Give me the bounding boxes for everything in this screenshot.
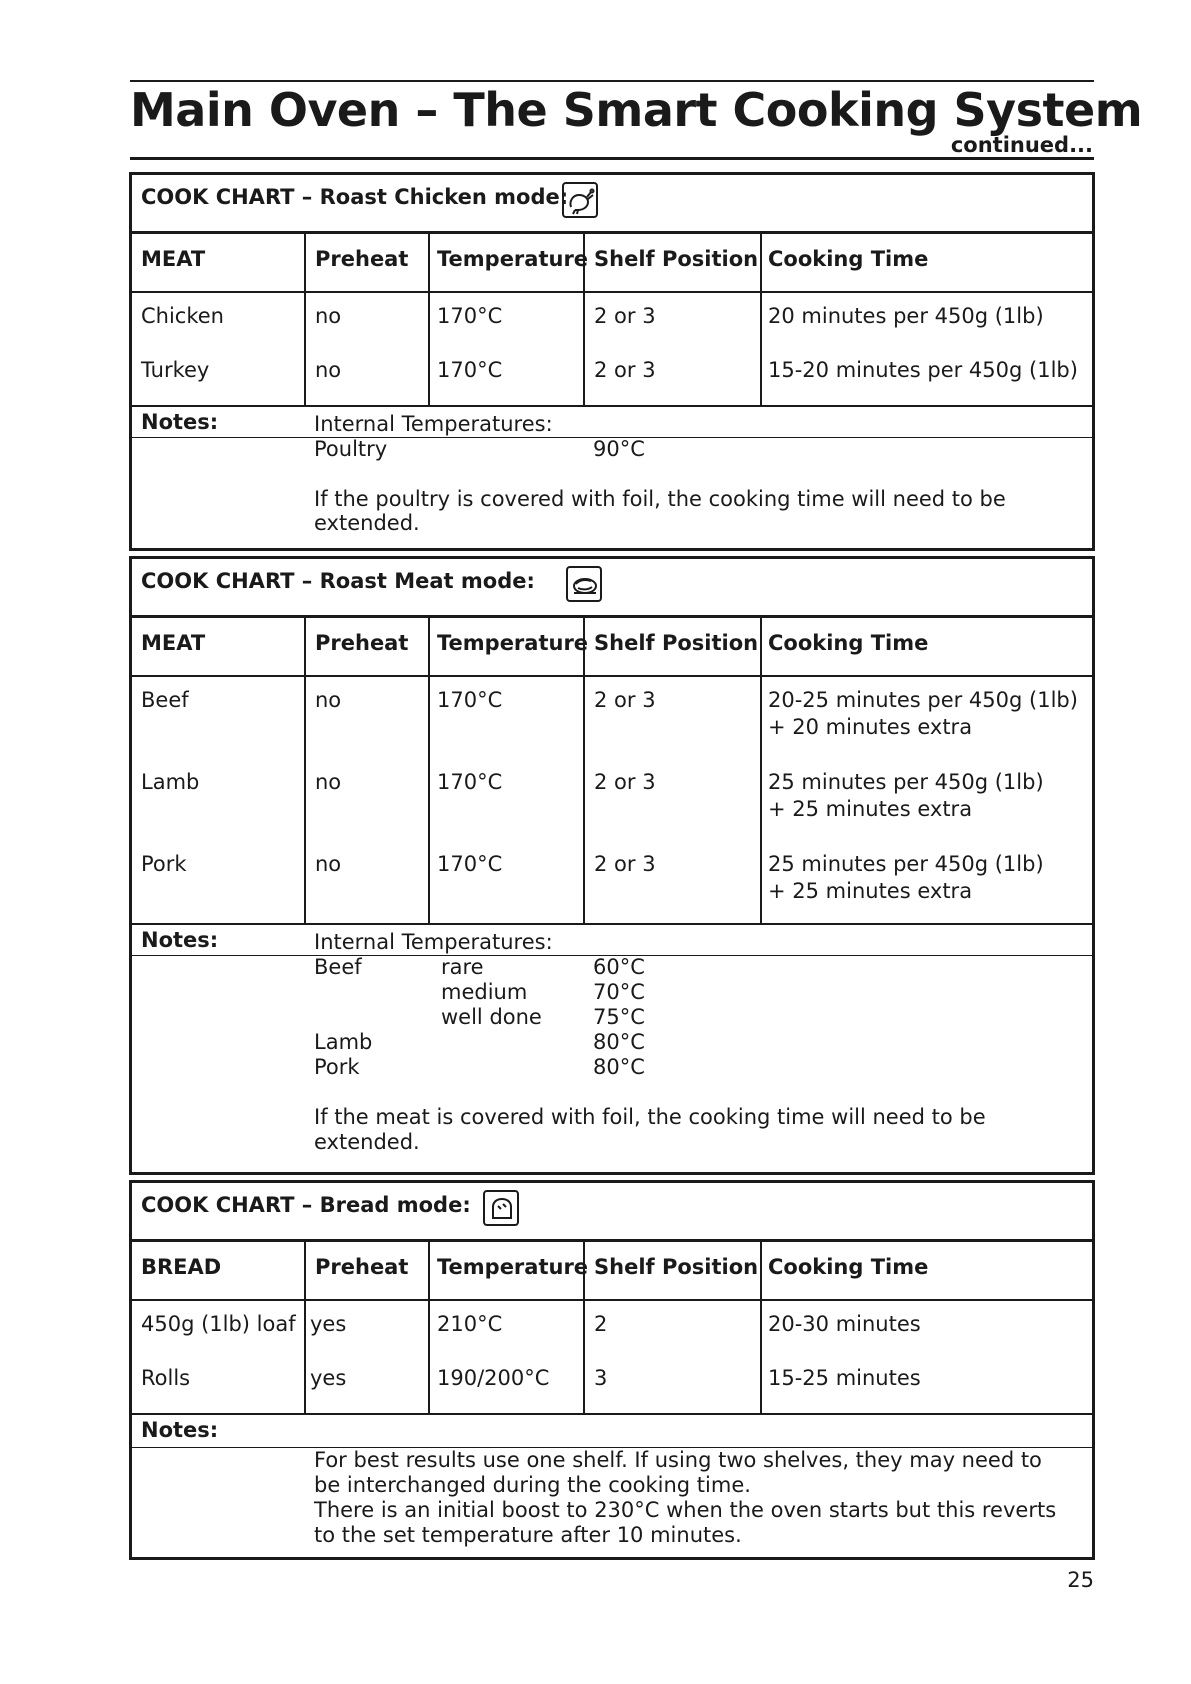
page-number: 25 (1067, 1568, 1094, 1592)
header-bottom-rule (130, 157, 1094, 160)
notes-text: Internal Temperatures: (314, 412, 553, 436)
table-cell: no (315, 688, 342, 712)
meat-column (132, 293, 306, 405)
roast-meat-cook-chart (129, 556, 1095, 1175)
table-cell: 15-25 minutes (768, 1366, 921, 1390)
table-cell: Chicken (141, 304, 224, 328)
table-cell: 170°C (437, 852, 503, 876)
notes-text: If the poultry is covered with foil, the cooking time will need to be (314, 487, 1006, 511)
column-header: Shelf Position (585, 234, 762, 291)
notes-text: well done (441, 1005, 542, 1029)
notes-label: Notes: (141, 928, 219, 952)
table-cell: yes (310, 1366, 347, 1390)
notes-text: 60°C (593, 955, 645, 979)
shelf-column (585, 1301, 762, 1413)
cooking-time-column (762, 293, 1092, 405)
column-header: Preheat (306, 1242, 430, 1299)
notes-text: Lamb (314, 1030, 373, 1054)
column-header: Preheat (306, 618, 430, 675)
chart-notes (132, 1415, 1092, 1555)
chart-header (132, 175, 1092, 234)
notes-text: 75°C (593, 1005, 645, 1029)
column-header: MEAT (132, 234, 306, 291)
roast-chicken-cook-chart (129, 172, 1095, 551)
column-header: Cooking Time (768, 247, 929, 271)
table-cell: + 20 minutes extra (768, 715, 973, 739)
notes-text: 80°C (593, 1030, 645, 1054)
notes-text: If the meat is covered with foil, the cooking time will need to be (314, 1105, 986, 1129)
table-cell: 2 or 3 (594, 770, 656, 794)
chart-column-headers (132, 618, 1092, 677)
table-cell: 170°C (437, 358, 503, 382)
chart-title: COOK CHART – Roast Meat mode: (141, 569, 535, 593)
chart-body (132, 293, 1092, 407)
chart-header (132, 559, 1092, 618)
table-cell: 170°C (437, 304, 503, 328)
notes-text: medium (441, 980, 528, 1004)
column-header: Temperature (430, 1242, 585, 1299)
table-cell: 2 or 3 (594, 688, 656, 712)
temperature-column (430, 677, 585, 923)
chart-title: COOK CHART – Roast Chicken mode: (141, 185, 569, 209)
shelf-column (585, 677, 762, 923)
column-header: Shelf Position (585, 618, 762, 675)
table-cell: 170°C (437, 770, 503, 794)
table-cell: 20 minutes per 450g (1lb) (768, 304, 1044, 328)
column-header: BREAD (132, 1242, 306, 1299)
preheat-column (306, 293, 430, 405)
table-cell: Turkey (141, 358, 210, 382)
table-cell: 20-25 minutes per 450g (1lb) (768, 688, 1078, 712)
chart-title: COOK CHART – Bread mode: (141, 1193, 471, 1217)
notes-text: Poultry (314, 437, 388, 461)
table-cell: 3 (594, 1366, 608, 1390)
table-cell: 20-30 minutes (768, 1312, 921, 1336)
cooking-time-column (762, 677, 1092, 923)
table-cell: Lamb (141, 770, 200, 794)
table-cell: 450g (1lb) loaf (141, 1312, 296, 1336)
meat-column (132, 677, 306, 923)
bread-icon (483, 1190, 519, 1226)
notes-text: Beef (314, 955, 362, 979)
notes-text: 80°C (593, 1055, 645, 1079)
notes-text: Internal Temperatures: (314, 930, 553, 954)
notes-label: Notes: (141, 1418, 219, 1442)
table-cell: + 25 minutes extra (768, 797, 973, 821)
table-cell: Beef (141, 688, 189, 712)
continued-label: continued... (950, 133, 1093, 157)
notes-text: be interchanged during the cooking time. (314, 1473, 751, 1497)
page-title: Main Oven – The Smart Cooking System (130, 83, 1143, 137)
notes-text: extended. (314, 511, 420, 535)
table-cell: 25 minutes per 450g (1lb) (768, 852, 1044, 876)
table-cell: Rolls (141, 1366, 191, 1390)
chart-body (132, 1301, 1092, 1415)
table-cell: 2 or 3 (594, 358, 656, 382)
chart-header (132, 1183, 1092, 1242)
notes-text: Pork (314, 1055, 360, 1079)
notes-text: rare (441, 955, 484, 979)
table-cell: 170°C (437, 688, 503, 712)
shelf-column (585, 293, 762, 405)
table-cell: no (315, 770, 342, 794)
notes-text: to the set temperature after 10 minutes. (314, 1523, 742, 1547)
table-cell: 25 minutes per 450g (1lb) (768, 770, 1044, 794)
chart-column-headers (132, 1242, 1092, 1301)
notes-text: 90°C (593, 437, 645, 461)
column-header: Cooking Time (768, 631, 929, 655)
notes-text: extended. (314, 1130, 420, 1154)
table-cell: no (315, 304, 342, 328)
temperature-column (430, 293, 585, 405)
table-cell: 2 or 3 (594, 304, 656, 328)
table-cell: 190/200°C (437, 1366, 550, 1390)
cooking-time-column (762, 1301, 1092, 1413)
preheat-column (306, 1301, 430, 1413)
table-cell: 2 or 3 (594, 852, 656, 876)
bread-column (132, 1301, 306, 1413)
chart-notes (132, 407, 1092, 544)
column-header: MEAT (132, 618, 306, 675)
column-header: Shelf Position (585, 1242, 762, 1299)
notes-text: There is an initial boost to 230°C when the oven starts but this reverts (314, 1498, 1057, 1522)
table-cell: Pork (141, 852, 187, 876)
table-cell: no (315, 852, 342, 876)
chart-notes (132, 925, 1092, 1167)
column-header: Temperature (430, 618, 585, 675)
notes-label: Notes: (141, 410, 219, 434)
table-cell: yes (310, 1312, 347, 1336)
chart-column-headers (132, 234, 1092, 293)
preheat-column (306, 677, 430, 923)
roast-meat-icon (566, 566, 602, 602)
table-cell: 210°C (437, 1312, 503, 1336)
chart-body (132, 677, 1092, 925)
table-cell: 15-20 minutes per 450g (1lb) (768, 358, 1078, 382)
column-header: Temperature (430, 234, 585, 291)
column-header: Cooking Time (768, 1255, 929, 1279)
bread-cook-chart (129, 1180, 1095, 1560)
table-cell: + 25 minutes extra (768, 879, 973, 903)
temperature-column (430, 1301, 585, 1413)
notes-text: 70°C (593, 980, 645, 1004)
table-cell: 2 (594, 1312, 608, 1336)
notes-text: For best results use one shelf. If using two shelves, they may need to (314, 1448, 1042, 1472)
roast-chicken-icon (562, 182, 598, 218)
table-cell: no (315, 358, 342, 382)
column-header: Preheat (306, 234, 430, 291)
